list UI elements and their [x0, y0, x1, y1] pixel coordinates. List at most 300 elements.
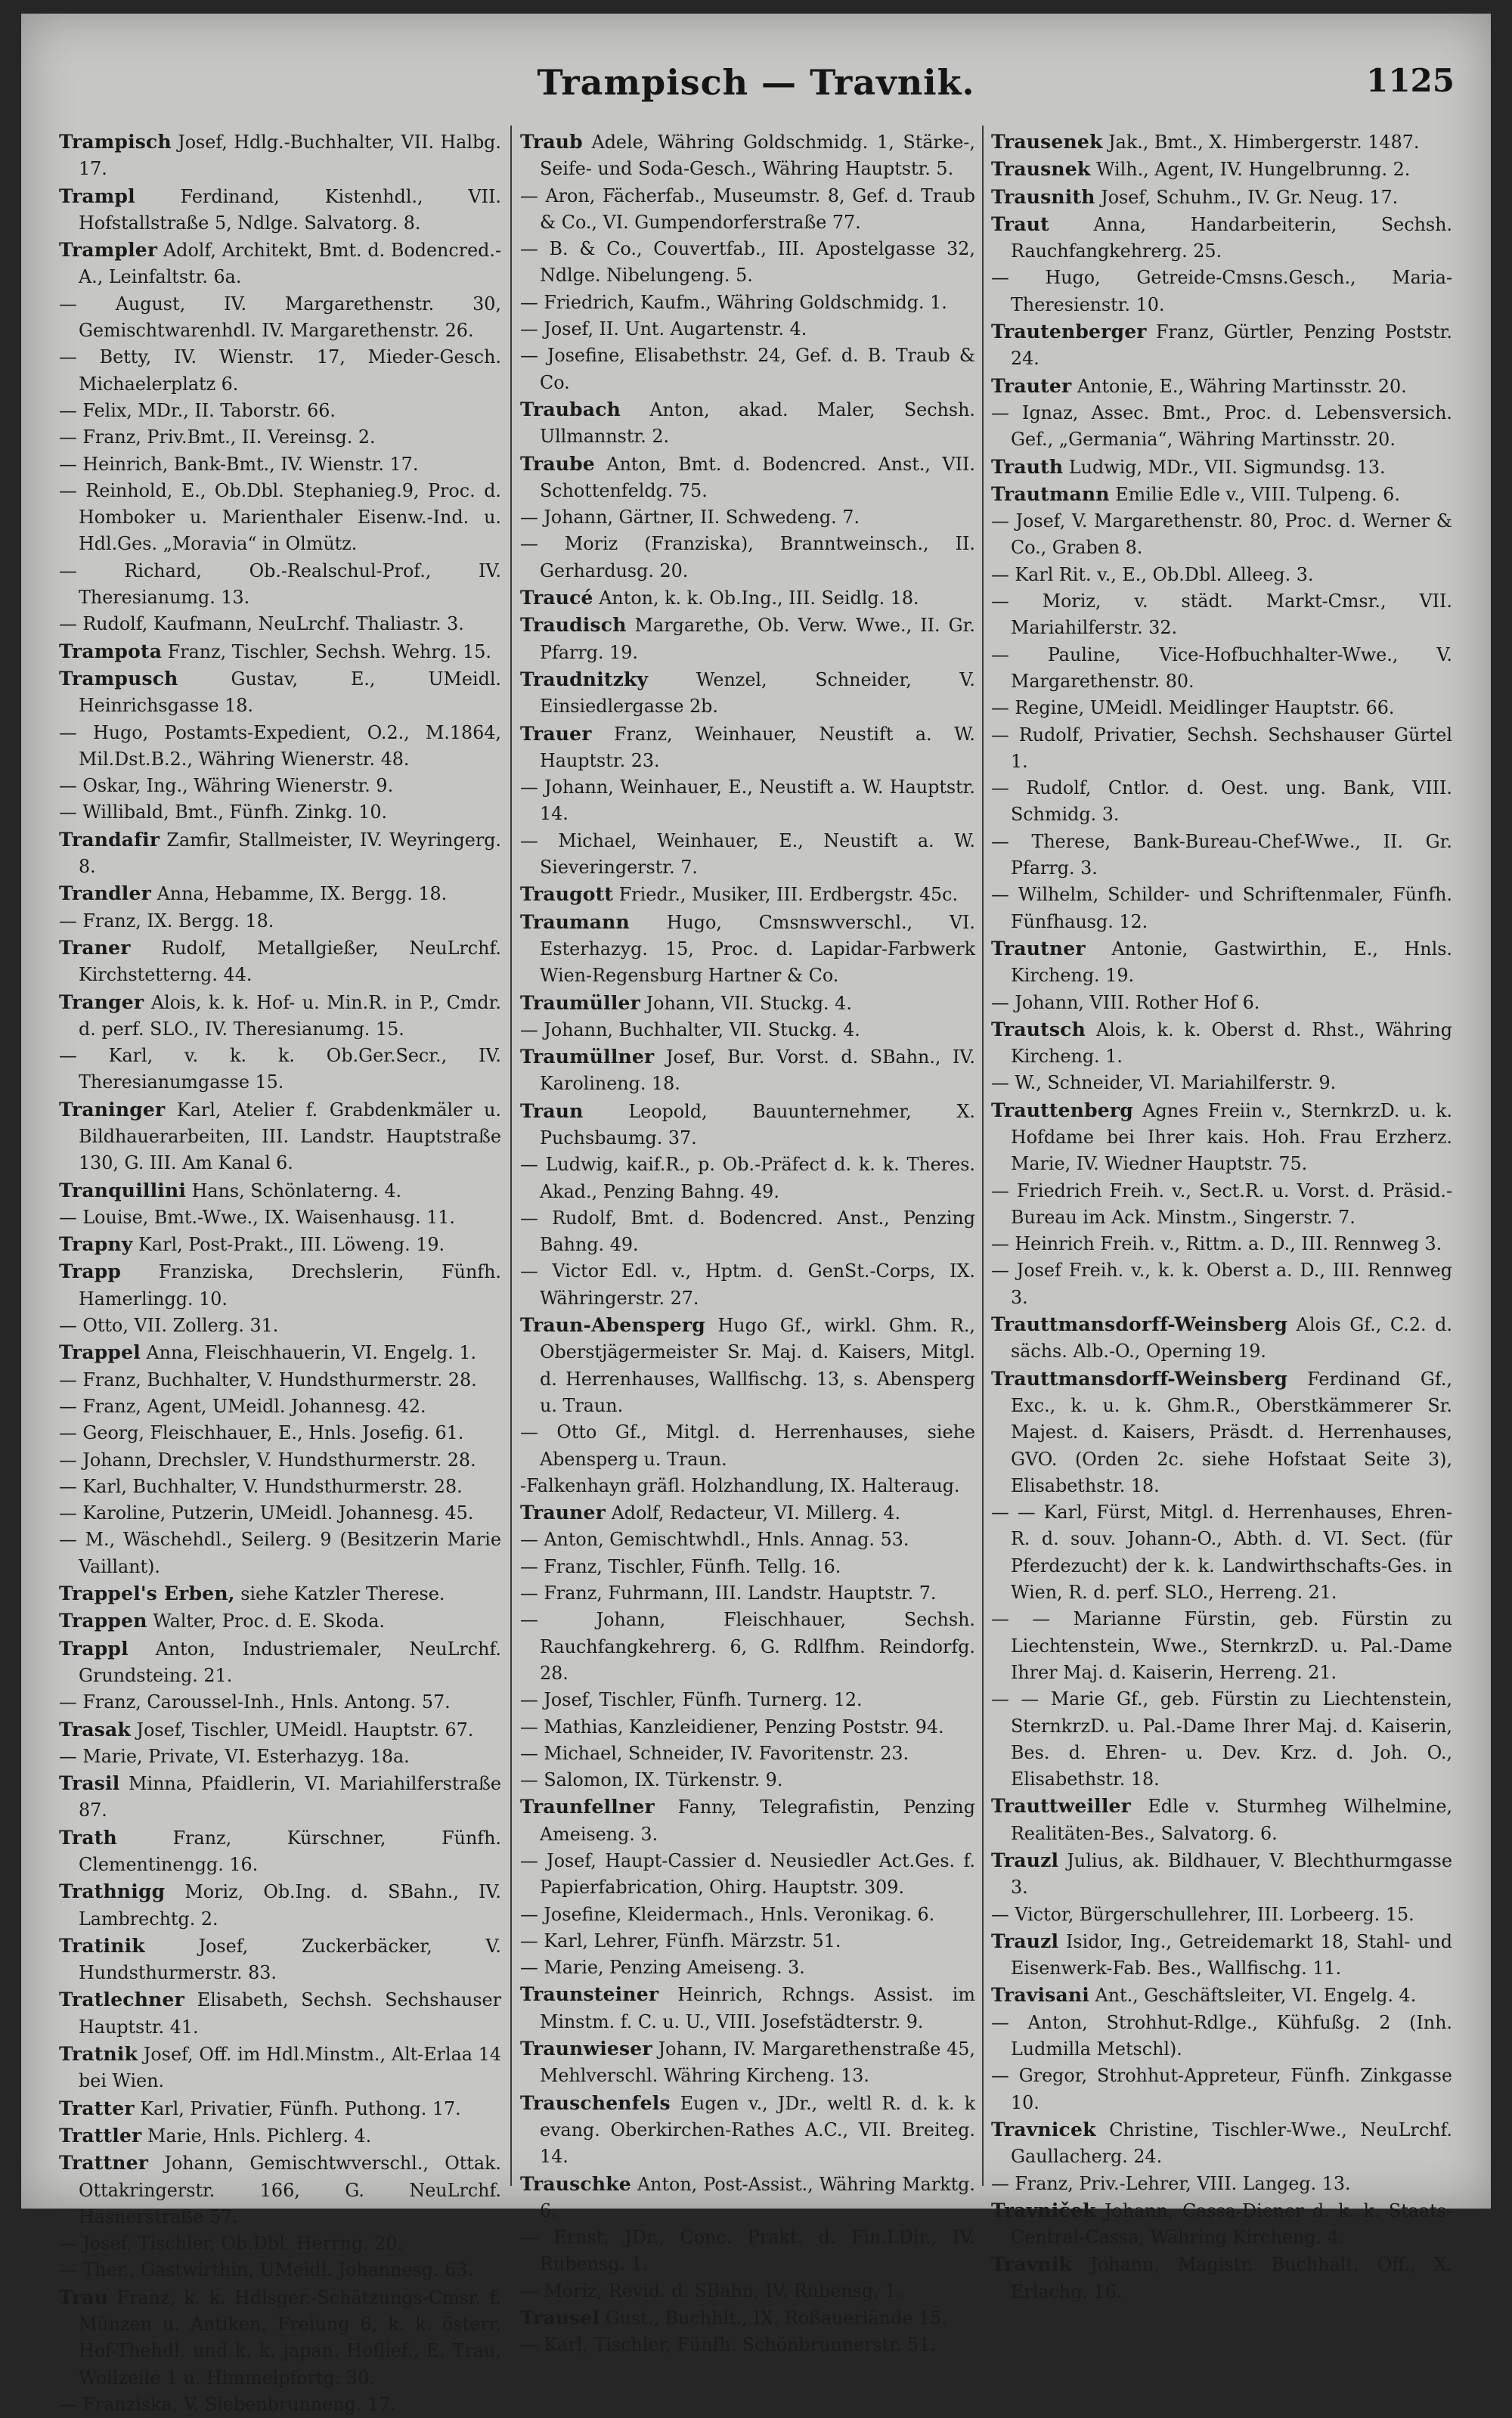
directory-entry: [520, 2305, 975, 2332]
entry-surname: Tratlechner: [59, 1989, 184, 2011]
entry-details: — Franz, Buchhalter, V. Hundsthurmerstr. 28.: [59, 1369, 477, 1390]
directory-entry: [59, 908, 501, 935]
directory-entry: [520, 828, 975, 882]
directory-entry: [520, 909, 975, 990]
entry-details: — Michael, Weinhauer, E., Neustift a. W. Sieveringerstr. 7.: [520, 829, 975, 879]
entry-details: — Franz, Tischler, Fünfh. Tellg. 16.: [520, 1555, 841, 1577]
entry-surname: Trampl: [59, 184, 135, 207]
directory-entry: [59, 1635, 501, 1690]
column-divider-left: [510, 126, 512, 2186]
directory-entry: [520, 451, 975, 505]
entry-details: — Marie, Penzing Ameiseng. 3.: [520, 1957, 805, 1979]
entry-surname: Traudnitzky: [520, 668, 649, 690]
entry-surname: Trauttenberg: [991, 1099, 1133, 1121]
entry-surname: Traumann: [520, 910, 630, 933]
directory-entry: [59, 1367, 501, 1393]
directory-entry: [520, 290, 975, 316]
directory-entry: [59, 1689, 501, 1716]
entry-details: — Friedrich, Kaufm., Währing Goldschmidg. 1.: [520, 291, 947, 313]
directory-entry: [991, 1257, 1452, 1311]
entry-details: — Ludwig, kaif.R., p. Ob.-Präfect d. k. k. Theres. Akad., Penzing Bahng. 49.: [520, 1154, 975, 1202]
entry-surname: Trappen: [59, 1610, 147, 1632]
entry-surname: Trappel's Erben,: [59, 1583, 235, 1605]
directory-entry: [520, 1473, 975, 1499]
entry-surname: Travniček: [991, 2199, 1096, 2221]
directory-entry: [520, 1981, 975, 2035]
entry-details: — Moriz, v. städt. Markt-Cmsr., VII. Mariahilferstr. 32.: [991, 591, 1452, 639]
entry-details: Karl, Atelier f. Grabdenkmäler u. Bildhauerarbeiten, III. Landstr. Hauptstraße 130, G. III. Am Kanal 6.: [79, 1099, 501, 1174]
directory-entry: [59, 773, 501, 799]
entry-details: Anton, akad. Maler, Sechsh. Ullmannstr. 2.: [540, 398, 975, 448]
directory-entry: [520, 990, 975, 1017]
directory-entry: [59, 1177, 501, 1204]
directory-entry: [59, 611, 501, 637]
directory-entry: [59, 1716, 501, 1744]
directory-entry: [991, 1311, 1452, 1366]
directory-entry: [59, 237, 501, 291]
entry-surname: Trauttweiller: [991, 1795, 1132, 1818]
entry-details: — Ignaz, Assec. Bmt., Proc. d. Lebensversich. Gef., „Germania“, Währing Martinsstr. 20.: [991, 401, 1452, 451]
directory-entry: [520, 1955, 975, 1981]
entry-details: — Richard, Ob.-Realschul-Prof., IV. Theresianumg. 13.: [59, 560, 501, 609]
entry-details: Hans, Schönlaterng. 4.: [191, 1180, 402, 1201]
entry-details: — — Karl, Fürst, Mitgl. d. Herrenhauses, Ehren-R. d. souv. Johann-O., Abth. d. VI. Sect. (für Pferdezucht) der k. k. Landwirthschafts-Ges. in Wien, R. d. perf. SLO., Herreng. 21.: [991, 1502, 1452, 1604]
entry-details: Eugen v., JDr., weltl R. d. k. k evang. Oberkirchen-Rathes A.C., VII. Breiteg. 14.: [540, 2092, 975, 2168]
entry-details: — Johann, Fleischhauer, Sechsh. Rauchfangkehrerg. 6, G. Rdlfhm. Reindorfg. 28.: [520, 1609, 975, 1684]
directory-entry: [59, 1878, 501, 1933]
entry-details: Anton, Post-Assist., Währing Marktg. 6.: [540, 2173, 975, 2221]
entry-details: — Karl, Tischler, Fünfh. Schönbrunnerstr. 51.: [520, 2334, 936, 2356]
directory-entry: [520, 666, 975, 721]
entry-surname: Traunsteiner: [520, 1983, 659, 2006]
entry-surname: Traucé: [520, 587, 593, 609]
entry-details: Agnes Freiin v., SternkrzD. u. k. Hofdame bei Ihrer kais. Hoh. Frau Erzherz. Marie, IV. Wiedner Hauptstr. 75.: [1011, 1099, 1452, 1175]
entry-details: Wenzel, Schneider, V. Einsiedlergasse 2b.: [540, 668, 975, 718]
entry-details: Leopold, Bauunternehmer, X. Puchsbaumg. 37.: [540, 1100, 975, 1149]
entry-details: Elisabeth, Sechsh. Sechshauser Hauptstr. 41.: [79, 1989, 501, 2038]
entry-surname: Tranquillini: [59, 1179, 187, 1201]
entry-details: Ferdinand Gf., Exc., k. u. k. Ghm.R., Oberstkämmerer Sr. Majest. d. Kaisers, Präsdt. d. Herrenhauses, GVO. (Orden 2c. siehe Hofstaat Seite 3), Elisabethstr. 18.: [1011, 1368, 1452, 1496]
directory-entry: [59, 665, 501, 720]
directory-entry: [520, 1258, 975, 1312]
entry-details: Anna, Hebamme, IX. Bergg. 18.: [156, 883, 448, 905]
entry-surname: Traninger: [59, 1098, 166, 1121]
directory-entry: [991, 1982, 1452, 2009]
directory-entry: [59, 1313, 501, 1339]
entry-surname: Trasak: [59, 1718, 131, 1741]
entry-surname: Trappl: [59, 1637, 129, 1660]
entry-details: — Rudolf, Bmt. d. Bodencred. Anst., Penzing Bahng. 49.: [520, 1207, 975, 1256]
entry-surname: Trapp: [59, 1260, 122, 1283]
directory-entry: [520, 2224, 975, 2278]
page-number: 1125: [1366, 62, 1455, 99]
entry-details: Rudolf, Metallgießer, NeuLrchf. Kirchstetterng. 44.: [79, 937, 501, 986]
directory-entry: [991, 1902, 1452, 1928]
entry-details: Marie, Hnls. Pichlerg. 4.: [147, 2125, 372, 2147]
entry-details: — Gregor, Strohhut-Appreteur, Fünfh. Zinkgasse 10.: [991, 2065, 1452, 2113]
entry-details: — Felix, MDr., II. Taborstr. 66.: [59, 399, 336, 421]
entry-surname: Trausel: [520, 2307, 600, 2330]
entry-details: Johann, IV. Margarethenstraße 45, Mehlverschl. Währing Kircheng. 13.: [540, 2038, 975, 2087]
entry-details: — Josef, II. Unt. Augartenstr. 4.: [520, 318, 807, 340]
entry-details: — Willibald, Bmt., Fünfh. Zinkg. 10.: [59, 801, 388, 823]
entry-details: Josef, Bur. Vorst. d. SBahn., IV. Karolineng. 18.: [540, 1046, 975, 1095]
directory-entry: [520, 881, 975, 908]
directory-entry: [59, 398, 501, 424]
entry-details: Johann, Gemischtwverschl., Ottak. Ottakringerstr. 166, G. NeuLrchf. Hasnerstraße 57.: [79, 2153, 501, 2227]
entry-details: — Mathias, Kanzleidiener, Penzing Poststr. 94.: [520, 1716, 944, 1738]
directory-entry: [520, 1152, 975, 1205]
directory-entry: [59, 1607, 501, 1635]
directory-entry: [991, 129, 1452, 156]
directory-entry: [520, 2171, 975, 2225]
entry-details: Fanny, Telegrafistin, Penzing Ameiseng. 3.: [540, 1796, 975, 1845]
entry-details: Adolf, Redacteur, VI. Millerg. 4.: [611, 1502, 901, 1524]
entry-surname: Trampler: [59, 239, 158, 262]
entry-details: Josef, Schuhm., IV. Gr. Neug. 17.: [1101, 186, 1399, 208]
entry-surname: Traun-Abensperg: [520, 1314, 705, 1337]
directory-entry: [59, 720, 501, 773]
entry-surname: Traun: [520, 1099, 584, 1122]
entry-surname: Trautenberger: [991, 321, 1147, 343]
directory-entry: [991, 184, 1452, 211]
entry-details: — Heinrich Freih. v., Rittm. a. D., III. Rennweg 3.: [991, 1233, 1442, 1255]
directory-entry: [991, 2010, 1452, 2063]
entry-surname: Traunfellner: [520, 1796, 655, 1818]
entry-surname: Traut: [991, 212, 1049, 235]
entry-surname: Trauzl: [991, 1849, 1059, 1871]
entry-surname: Trampusch: [59, 667, 178, 690]
entry-details: Friedr., Musiker, III. Erdbergstr. 45c.: [618, 884, 959, 906]
entry-details: — Therese, Bank-Bureau-Chef-Wwe., II. Gr. Pfarrg. 3.: [991, 830, 1452, 879]
entry-details: Anna, Handarbeiterin, Sechsh. Rauchfangkehrerg. 25.: [1011, 213, 1452, 262]
directory-entry: [991, 1097, 1452, 1178]
entry-details: — Josef, Tischler, Fünfh. Turnerg. 12.: [520, 1689, 863, 1711]
entry-surname: Travisani: [991, 1984, 1089, 2007]
entry-surname: Trausenek: [991, 131, 1103, 153]
entry-details: — Hugo, Getreide-Cmsns.Gesch., Maria-Theresienstr. 10.: [991, 267, 1452, 315]
directory-entry: [991, 2063, 1452, 2116]
directory-entry: [991, 1016, 1452, 1071]
entry-details: Franz, Gürtler, Penzing Poststr. 24.: [1011, 321, 1452, 370]
entry-details: Walter, Proc. d. E. Skoda.: [153, 1610, 385, 1632]
entry-details: Margarethe, Ob. Verw. Wwe., II. Gr. Pfarrg. 19.: [540, 615, 975, 663]
entry-details: — Anton, Strohhut-Rdlge., Kühfußg. 2 (Inh. Ludmilla Metschl).: [991, 2011, 1452, 2060]
directory-entry: [59, 1231, 501, 1258]
directory-entry: [991, 1928, 1452, 1982]
entry-surname: Trapny: [59, 1233, 133, 1256]
entry-details: — Pauline, Vice-Hofbuchhalter-Wwe., V. Margarethenstr. 80.: [991, 643, 1452, 692]
directory-entry: [59, 2257, 501, 2283]
entry-details: Johann, VII. Stuckg. 4.: [646, 992, 852, 1014]
entry-details: Josef, Hdlg.-Buchhalter, VII. Halbg. 17.: [79, 132, 501, 180]
entry-surname: Trauner: [520, 1502, 606, 1524]
entry-details: — Moriz, Revid. d. SBahn, IV. Rubensg. 1.: [520, 2280, 902, 2302]
column-middle: [520, 129, 975, 2356]
entry-details: Josef, Zuckerbäcker, V. Hundsthurmerstr. 83.: [79, 1935, 501, 1984]
directory-entry: [59, 1474, 501, 1500]
directory-entry: [59, 1933, 501, 1987]
entry-details: — Johann, Gärtner, II. Schwedeng. 7.: [520, 507, 860, 529]
directory-entry: [59, 344, 501, 398]
directory-entry: [991, 562, 1452, 588]
directory-entry: [520, 612, 975, 666]
directory-entry: [59, 1043, 501, 1096]
directory-entry: [520, 1312, 975, 1419]
entry-details: — Franz, IX. Bergg. 18.: [59, 910, 274, 932]
entry-surname: Trandler: [59, 882, 151, 905]
entry-details: — — Marie Gf., geb. Fürstin zu Liechtenstein, SternkrzD. u. Pal.-Dame Ihrer Maj. d. Kaiserin, Bes. d. Ehren- u. Dev. Krz. d. Joh. O., Elisabethstr. 18.: [991, 1688, 1452, 1790]
entry-surname: Traudisch: [520, 614, 627, 637]
directory-entry: [520, 129, 975, 183]
entry-details: — Karoline, Putzerin, UMeidl. Johannesg. 45.: [59, 1502, 474, 1524]
entry-details: Moriz, Ob.Ing. d. SBahn., IV. Lambrechtg. 2.: [79, 1881, 501, 1930]
directory-entry: [991, 373, 1452, 400]
directory-entry: [991, 1686, 1452, 1793]
directory-entry: [520, 396, 975, 451]
directory-entry: [991, 1178, 1452, 1232]
entry-details: Minna, Pfaidlerin, VI. Mariahilferstraße 87.: [79, 1773, 501, 1821]
directory-entry: [59, 1770, 501, 1824]
directory-entry: [991, 1231, 1452, 1257]
entry-details: — B. & Co., Couvertfab., III. Apostelgasse 32, Ndlge. Nibelungeng. 5.: [520, 238, 975, 287]
directory-entry: [991, 265, 1452, 318]
directory-entry: [991, 882, 1452, 935]
entry-surname: Trautner: [991, 937, 1086, 959]
directory-entry: [520, 2090, 975, 2171]
entry-details: Franz, Tischler, Sechsh. Wehrg. 15.: [167, 640, 491, 662]
entry-surname: Trauschenfels: [520, 2091, 671, 2114]
directory-entry: [520, 236, 975, 290]
directory-entry: [520, 504, 975, 531]
entry-details: Ferdinand, Kistenhdl., VII. Hofstallstraße 5, Ndlge. Salvatorg. 8.: [79, 185, 501, 234]
entry-details: Franz, Kürschner, Fünfh. Clementinengg. 16.: [79, 1827, 501, 1875]
directory-entry: [991, 990, 1452, 1016]
directory-entry: [991, 588, 1452, 642]
directory-entry: [520, 183, 975, 237]
directory-entry: [991, 2251, 1452, 2305]
directory-entry: [520, 1687, 975, 1713]
directory-entry: [59, 1824, 501, 1879]
directory-entry: [991, 935, 1452, 990]
entry-surname: Traugott: [520, 883, 614, 906]
entry-surname: Trampisch: [59, 131, 172, 153]
directory-entry: [59, 424, 501, 451]
entry-surname: Tratnik: [59, 2043, 138, 2066]
entry-details: — Anton, Gemischtwhdl., Hnls. Annag. 53.: [520, 1529, 909, 1551]
entry-surname: Trautmann: [991, 482, 1110, 505]
entry-details: — Franz, Priv.Bmt., II. Vereinsg. 2.: [59, 426, 376, 448]
entry-details: — Johann, VIII. Rother Hof 6.: [991, 991, 1260, 1013]
entry-surname: Trauth: [991, 455, 1064, 478]
directory-entry: [520, 531, 975, 584]
directory-entry: [59, 638, 501, 665]
directory-entry: [991, 1070, 1452, 1096]
directory-entry: [59, 129, 501, 183]
entry-details: Julius, ak. Bildhauer, V. Blechthurmgasse 3.: [1011, 1850, 1452, 1899]
entry-details: — Franz, Priv.-Lehrer, VIII. Langeg. 13.: [991, 2172, 1351, 2194]
directory-entry: [59, 1096, 501, 1177]
entry-details: — Heinrich, Bank-Bmt., IV. Wienstr. 17.: [59, 453, 419, 475]
directory-entry: [991, 211, 1452, 265]
entry-details: — Josefine, Elisabethstr. 24, Gef. d. B. Traub & Co.: [520, 345, 975, 393]
entry-details: Karl, Privatier, Fünfh. Puthong. 17.: [140, 2097, 461, 2119]
entry-details: — Josef, Haupt-Cassier d. Neusiedler Act.Ges. f. Papierfabrication, Ohirg. Hauptstr. 309.: [520, 1850, 975, 1899]
entry-details: — Georg, Fleischhauer, E., Hnls. Josefig. 61.: [59, 1422, 464, 1444]
entry-details: Anton, Bmt. d. Bodencred. Anst., VII. Schottenfeldg. 75.: [540, 453, 975, 501]
entry-surname: Trauzl: [991, 1930, 1059, 1952]
entry-details: — Karl Rit. v., E., Ob.Dbl. Alleeg. 3.: [991, 563, 1314, 585]
entry-details: Franziska, Drechslerin, Fünfh. Hamerlingg. 10.: [79, 1261, 501, 1310]
entry-details: Ant., Geschäftsleiter, VI. Engelg. 4.: [1095, 1985, 1417, 2007]
entry-surname: Traube: [520, 452, 595, 475]
entry-details: — Rudolf, Kaufmann, NeuLrchf. Thaliastr. 3.: [59, 613, 464, 635]
entry-surname: Traner: [59, 936, 131, 959]
directory-entry: [520, 584, 975, 612]
entry-surname: Trampota: [59, 640, 163, 662]
entry-details: — Salomon, IX. Türkenstr. 9.: [520, 1769, 783, 1791]
entry-details: Jak., Bmt., X. Himbergerstr. 1487.: [1108, 132, 1420, 153]
entry-details: — Rudolf, Privatier, Sechsh. Sechshauser Gürtel 1.: [991, 724, 1452, 772]
entry-details: — Reinhold, E., Ob.Dbl. Stephanieg.9, Proc. d. Homboker u. Marienthaler Eisenw.-Ind. u. Hdl.Ges. „Moravia“ in Olmütz.: [59, 479, 501, 555]
directory-entry: [59, 451, 501, 478]
entry-details: Adele, Währing Goldschmidg. 1, Stärke-, Seife- und Soda-Gesch., Währing Hauptstr. 5.: [540, 132, 975, 180]
entry-surname: Travnicek: [991, 2118, 1096, 2141]
entry-details: Alois, k. k. Oberst d. Rhst., Währing Kircheng. 1.: [1011, 1018, 1452, 1068]
directory-page: [21, 14, 1491, 2415]
directory-entry: [59, 1447, 501, 1474]
entry-details: Anton, k. k. Ob.Ing., III. Seidlg. 18.: [599, 587, 919, 609]
entry-details: Karl, Post-Prakt., III. Löweng. 19.: [138, 1234, 445, 1256]
entry-details: siehe Katzler Therese.: [240, 1583, 445, 1605]
entry-surname: Trausnith: [991, 185, 1095, 208]
directory-entry: [991, 2197, 1452, 2252]
entry-details: — Otto, VII. Zollerg. 31.: [59, 1315, 279, 1337]
directory-entry: [520, 2035, 975, 2090]
directory-entry: [59, 183, 501, 237]
directory-entry: [991, 722, 1452, 776]
entry-details: Johann, Cassa-Diener d. k. k. Staats-Central-Cassa, Währing Kircheng. 4.: [1011, 2199, 1452, 2249]
entry-details: — W., Schneider, VI. Mariahilferstr. 9.: [991, 1072, 1337, 1094]
entry-details: — Josef, Tischler, Ob.Dbl. Herrng. 20.: [59, 2233, 404, 2255]
entry-details: — M., Wäschehdl., Seilerg. 9 (Besitzerin Marie Vaillant).: [59, 1529, 501, 1577]
entry-surname: Tratinik: [59, 1934, 145, 1957]
entry-details: Adolf, Architekt, Bmt. d. Bodencred.-A., Leinfaltstr. 6a.: [79, 240, 501, 288]
entry-details: — Franz, Fuhrmann, III. Landstr. Hauptstr. 7.: [520, 1583, 937, 1604]
entry-details: — August, IV. Margarethenstr. 30, Gemischtwarenhdl. IV. Margarethenstr. 26.: [59, 293, 501, 342]
directory-entry: [520, 1043, 975, 1098]
directory-entry: [520, 721, 975, 775]
directory-entry: [59, 1339, 501, 1366]
directory-entry: [991, 775, 1452, 829]
entry-details: Gustav, E., UMeidl. Heinrichsgasse 18.: [79, 668, 501, 717]
entry-details: Edle v. Sturmheg Wilhelmine, Realitäten-Bes., Salvatorg. 6.: [1011, 1796, 1452, 1844]
directory-entry: [59, 2122, 501, 2150]
directory-entry: [59, 935, 501, 989]
entry-details: — — Marianne Fürstin, geb. Fürstin zu Liechtenstein, Wwe., SternkrzD. u. Pal.-Dame Ihrer Maj. d. Kaiserin, Herreng. 21.: [991, 1608, 1452, 1683]
directory-entry: [520, 1017, 975, 1043]
entry-surname: Trauter: [991, 374, 1072, 397]
column-left: [59, 129, 501, 2415]
directory-entry: [991, 1499, 1452, 1606]
entry-details: Christine, Tischler-Wwe., NeuLrchf. Gaullacherg. 24.: [1011, 2119, 1452, 2168]
directory-entry: [59, 1744, 501, 1770]
entry-surname: Tratter: [59, 2097, 135, 2119]
entry-details: Isidor, Ing., Getreidemarkt 18, Stahl- und Eisenwerk-Fab. Bes., Wallfischg. 11.: [1011, 1930, 1452, 1979]
entry-surname: Trappel: [59, 1341, 141, 1364]
directory-entry: [59, 2150, 501, 2230]
directory-entry: [520, 1902, 975, 1928]
page-header: [21, 62, 1491, 116]
directory-entry: [59, 2041, 501, 2095]
entry-details: — Josef, V. Margarethenstr. 80, Proc. d. Werner & Co., Graben 8.: [991, 510, 1452, 559]
entry-details: — Franz, Caroussel-Inh., Hnls. Antong. 57.: [59, 1691, 451, 1713]
directory-entry: [59, 1986, 501, 2041]
entry-surname: Traunwieser: [520, 2038, 652, 2060]
entry-details: Anna, Fleischhauerin, VI. Engelg. 1.: [146, 1342, 477, 1364]
entry-surname: Trattler: [59, 2124, 142, 2147]
directory-entry: [991, 508, 1452, 562]
directory-entry: [520, 1098, 975, 1152]
directory-entry: [991, 2116, 1452, 2171]
entry-details: Franz, k. k. Hdlsger.-Schätzungs-Cmsr. f. Münzen u. Antiken, Freiung 6, k. k. österr. Hof-Thehdl. und k. k. japan. Hoflief., E. Trau, Wollzeile 1 u. Himmelpfortg. 30.: [79, 2286, 501, 2389]
entry-details: — Karl, Buchhalter, V. Hundsthurmerstr. 28.: [59, 1475, 463, 1497]
entry-details: Johann, Magistr. Buchhalt. Off., X. Erlachg. 16.: [1011, 2254, 1452, 2302]
directory-entry: [520, 1499, 975, 1527]
entry-details: Franz, Weinhauer, Neustift a. W. Hauptstr. 23.: [540, 723, 975, 771]
directory-entry: [520, 1554, 975, 1580]
directory-entry: [59, 1500, 501, 1527]
directory-entry: [59, 989, 501, 1043]
entry-details: — Josefine, Kleidermach., Hnls. Veronikag. 6.: [520, 1903, 935, 1925]
directory-entry: [520, 1580, 975, 1607]
directory-entry: [991, 400, 1452, 454]
directory-entry: [520, 1848, 975, 1902]
directory-entry: [59, 2230, 501, 2257]
entry-surname: Traumüllner: [520, 1046, 655, 1068]
directory-entry: [991, 695, 1452, 721]
entry-details: Anton, Industriemaler, NeuLrchf. Grundsteing. 21.: [79, 1638, 501, 1686]
directory-entry: [520, 774, 975, 828]
directory-entry: [991, 829, 1452, 882]
directory-entry: [520, 1741, 975, 1767]
entry-surname: Trauschke: [520, 2172, 631, 2195]
entry-details: Ludwig, MDr., VII. Sigmundsg. 13.: [1068, 456, 1386, 478]
entry-details: Antonie, Gastwirthin, E., Hnls. Kircheng. 19.: [1011, 938, 1452, 987]
entry-details: — Ther., Gastwirthin, UMeidl. Johannesg. 63.: [59, 2259, 474, 2281]
entry-details: — Friedrich Freih. v., Sect.R. u. Vorst. d. Präsid.-Bureau im Ack. Minstm., Singerstr. 7.: [991, 1180, 1452, 1228]
entry-details: Emilie Edle v., VIII. Tulpeng. 6.: [1115, 483, 1400, 505]
directory-entry: [520, 1714, 975, 1741]
directory-entry: [59, 799, 501, 826]
entry-details: — Victor Edl. v., Hptm. d. GenSt.-Corps, IX. Währingerstr. 27.: [520, 1260, 975, 1309]
entry-details: — Wilhelm, Schilder- und Schriftenmaler, Fünfh. Fünfhausg. 12.: [991, 884, 1452, 932]
entry-surname: Traub: [520, 131, 583, 153]
directory-entry: [59, 2284, 501, 2392]
entry-details: — Rudolf, Cntlor. d. Oest. ung. Bank, VIII. Schmidg. 3.: [991, 777, 1452, 826]
directory-entry: [991, 454, 1452, 481]
entry-details: — Karl, v. k. k. Ob.Ger.Secr., IV. Theresianumgasse 15.: [59, 1045, 501, 1093]
entry-surname: Travnik: [991, 2253, 1073, 2276]
directory-entry: [520, 1419, 975, 1473]
entry-details: — Marie, Private, VI. Esterhazyg. 18a.: [59, 1745, 410, 1767]
directory-entry: [59, 478, 501, 558]
entry-details: — Johann, Buchhalter, VII. Stuckg. 4.: [520, 1018, 860, 1040]
entry-details: -Falkenhayn gräfl. Holzhandlung, IX. Halteraug.: [520, 1474, 960, 1496]
directory-entry: [59, 1204, 501, 1231]
entry-surname: Traubach: [520, 398, 621, 420]
entry-details: — Oskar, Ing., Währing Wienerstr. 9.: [59, 775, 394, 797]
